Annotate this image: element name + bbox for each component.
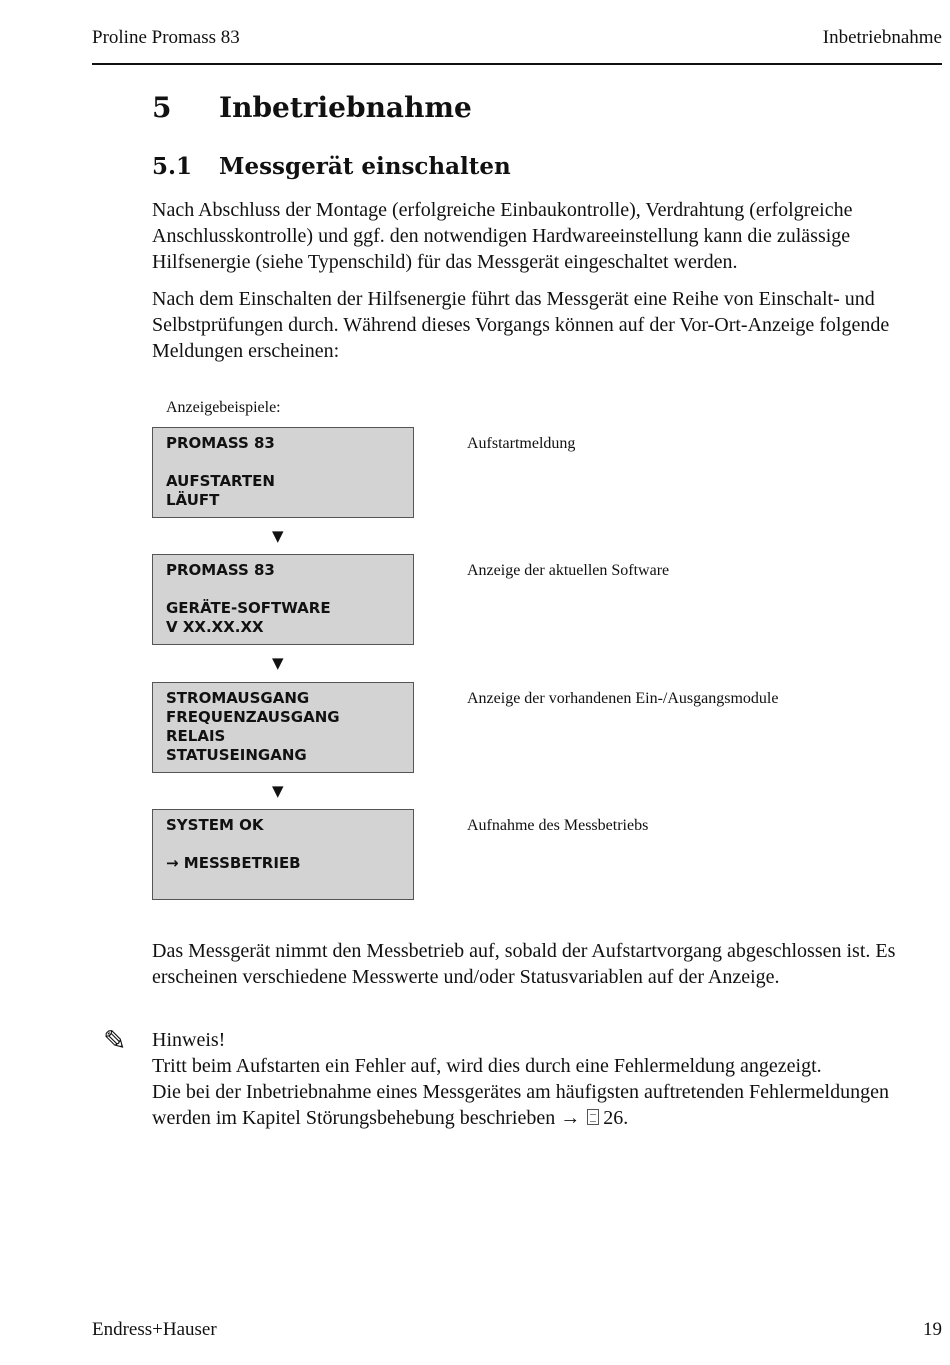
display-line: LÄUFT bbox=[166, 491, 220, 509]
display-line: STATUSEINGANG bbox=[166, 746, 307, 764]
header-chapter-title: Inbetriebnahme bbox=[822, 27, 942, 48]
header-rule bbox=[92, 63, 942, 65]
footer-company: Endress+Hauser bbox=[92, 1319, 217, 1340]
down-arrow-icon: ▼ bbox=[272, 527, 284, 545]
intro-paragraph: Nach Abschluss der Montage (erfolgreiche Einbaukontrolle), Verdrahtung (erfolgreiche Anschlusskontrolle) und ggf. den notwendigen Hardwareeinstellung kann die zulässige Hilfsenergie (siehe Typenschild) für das Messgerät eingeschaltet werden. bbox=[152, 199, 853, 273]
display-example-measuring bbox=[152, 809, 414, 900]
page-reference-icon bbox=[587, 1109, 599, 1125]
page-reference-link[interactable]: 26. bbox=[603, 1107, 629, 1129]
note-line-2-text: Die bei der Inbetriebnahme eines Messgerätes am häufigsten auftretenden Fehlermeldungen werden im Kapitel Störungsbehebung beschrieben bbox=[152, 1081, 889, 1129]
display-line: PROMASS 83 bbox=[166, 561, 275, 579]
display-line: RELAIS bbox=[166, 727, 226, 745]
note-block bbox=[152, 1027, 942, 1131]
display-line: STROMAUSGANG bbox=[166, 689, 310, 707]
display-line: GERÄTE-SOFTWARE bbox=[166, 599, 331, 617]
header-document-title: Proline Promass 83 bbox=[92, 27, 240, 48]
section-title: Messgerät einschalten bbox=[219, 153, 511, 180]
display-line: V XX.XX.XX bbox=[166, 618, 264, 636]
display-example-startup bbox=[152, 427, 414, 518]
display-line: SYSTEM OK bbox=[166, 816, 264, 834]
display-example-io-modules bbox=[152, 682, 414, 773]
display-description: Anzeige der aktuellen Software bbox=[467, 562, 670, 579]
chapter-title: Inbetriebnahme bbox=[219, 91, 472, 124]
section-number: 5.1 bbox=[152, 153, 193, 180]
measuring-mode-paragraph: Das Messgerät nimmt den Messbetrieb auf, sobald der Aufstartvorgang abgeschlossen ist. Es erscheinen verschiedene Messwerte und/oder Statusvariablen auf der Anzeige. bbox=[152, 940, 896, 988]
display-description: Aufnahme des Messbetriebs bbox=[467, 817, 649, 834]
display-line: PROMASS 83 bbox=[166, 434, 275, 452]
display-line: FREQUENZAUSGANG bbox=[166, 708, 340, 726]
display-description: Aufstartmeldung bbox=[467, 435, 576, 452]
display-description: Anzeige der vorhandenen Ein-/Ausgangsmodule bbox=[467, 690, 779, 707]
note-title: Hinweis! bbox=[152, 1029, 226, 1051]
pencil-icon: ✎ bbox=[103, 1024, 127, 1057]
display-example-software bbox=[152, 554, 414, 645]
reference-arrow: → bbox=[560, 1107, 581, 1129]
note-line-1: Tritt beim Aufstarten ein Fehler auf, wird dies durch eine Fehlermeldung angezeigt. bbox=[152, 1055, 822, 1077]
page-number: 19 bbox=[923, 1319, 942, 1340]
self-test-paragraph: Nach dem Einschalten der Hilfsenergie führt das Messgerät eine Reihe von Einschalt- und Selbstprüfungen durch. Während dieses Vorgangs können auf der Vor-Ort-Anzeige folgende Meldungen erscheinen: bbox=[152, 288, 890, 362]
down-arrow-icon: ▼ bbox=[272, 654, 284, 672]
note-line-2 bbox=[152, 1079, 942, 1131]
chapter-number: 5 bbox=[152, 91, 172, 124]
down-arrow-icon: ▼ bbox=[272, 782, 284, 800]
display-line: → MESSBETRIEB bbox=[166, 854, 301, 872]
display-line: AUFSTARTEN bbox=[166, 472, 275, 490]
display-examples-label: Anzeigebeispiele: bbox=[166, 399, 281, 416]
